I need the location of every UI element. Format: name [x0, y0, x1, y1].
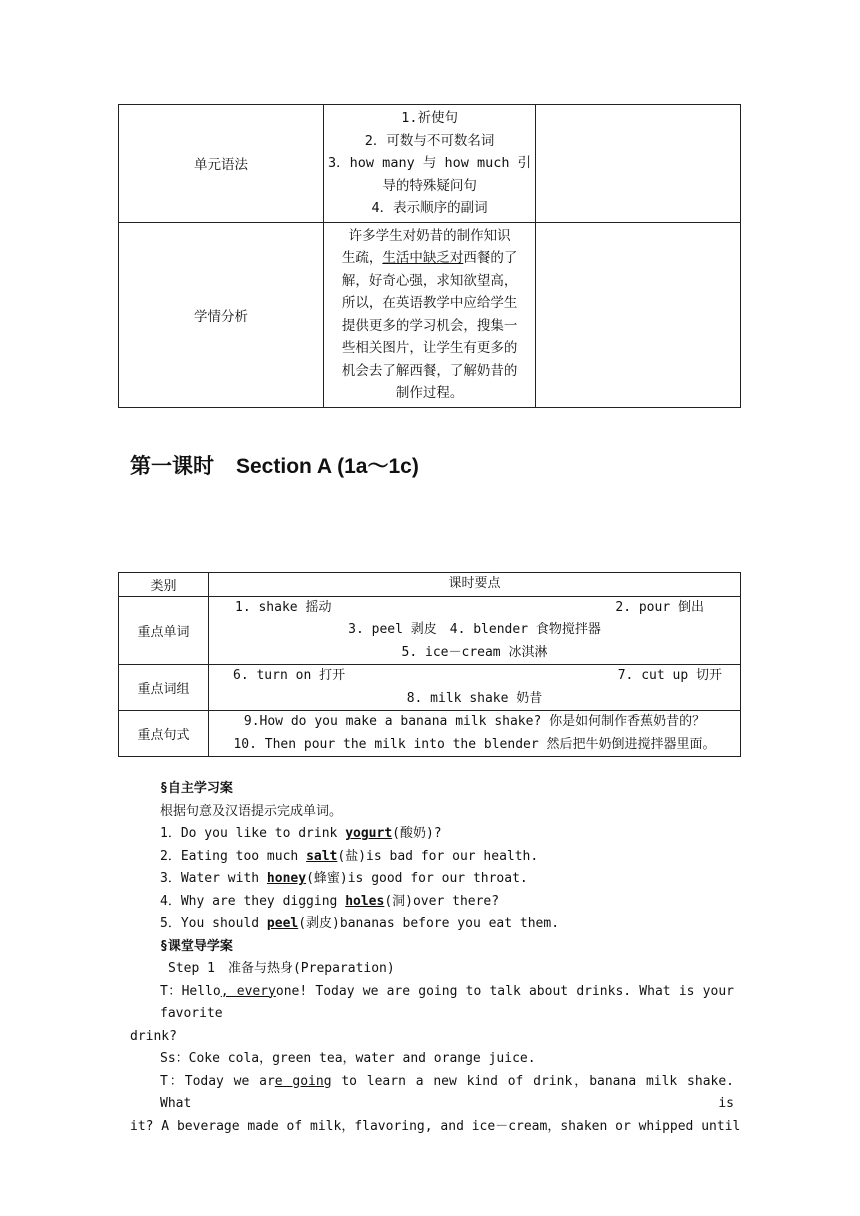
text-span: T：Hello — [160, 983, 221, 999]
section-title: §课堂导学案 — [160, 938, 233, 954]
header-category: 类别 — [119, 573, 209, 597]
section-title: §自主学习案 — [160, 781, 233, 796]
exercise-item — [130, 891, 734, 914]
list-item: 导的特殊疑问句 — [382, 177, 477, 194]
row-label: 重点词组 — [119, 665, 209, 711]
list-item: 3．how many 与 how much 引 — [328, 155, 532, 171]
table-row — [119, 711, 741, 757]
exercise-item — [130, 846, 734, 869]
answer-text: yogurt — [345, 826, 393, 841]
list-item: 2．可数与不可数名词 — [364, 132, 495, 149]
text-line — [213, 597, 736, 620]
row-label: 重点句式 — [119, 711, 209, 757]
row-label: 单元语法 — [119, 105, 324, 223]
text-span: 3．Water with — [160, 871, 267, 886]
list-item: 9.How do you make a banana milk shake? 你是如何制作香蕉奶昔的？ — [243, 714, 706, 729]
underlined-text: 生活中缺乏对 — [382, 250, 464, 266]
exercise-item — [130, 913, 734, 936]
table-row — [119, 222, 741, 407]
row-label: 重点单词 — [119, 596, 209, 665]
table-header-row — [119, 573, 741, 597]
text-line: 解，好奇心强，求知欲望高， — [341, 272, 518, 289]
dialogue-line: drink? — [130, 1028, 177, 1044]
text-span: to learn a new kind of drink，banana milk shake. What is — [160, 1073, 735, 1111]
lesson-number: 第一课时 — [130, 455, 214, 478]
instruction-text: 根据句意及汉语提示完成单词。 — [160, 803, 343, 819]
text-span: T：Today we ar — [160, 1073, 275, 1089]
text-span: (盐)is bad for our health. — [337, 848, 539, 864]
exercise-item — [130, 823, 734, 846]
text-line: 提供更多的学习机会，搜集一 — [341, 317, 518, 334]
text-span: 2．Eating too much — [160, 848, 307, 864]
answer-text: holes — [345, 893, 385, 909]
analysis-cell — [323, 222, 535, 407]
text-line — [328, 247, 531, 270]
table-row — [119, 665, 741, 711]
answer-text: honey — [266, 871, 307, 886]
text-span: (酸奶)? — [392, 826, 442, 841]
text-span: 1．Do you like to drink — [160, 826, 346, 841]
words-cell — [209, 596, 741, 665]
list-item: 7. cut up 切开 — [617, 668, 722, 683]
underlined-text: , every — [220, 983, 276, 999]
text-line: 些相关图片，让学生有更多的 — [341, 340, 518, 356]
exercise-item — [130, 868, 734, 891]
text-span: 4．Why are they digging — [160, 893, 346, 909]
answer-text: peel — [266, 916, 299, 931]
list-item: 6. turn on 打开 — [233, 668, 346, 683]
table-row — [119, 105, 741, 223]
text-line: 所以，在英语教学中应给学生 — [341, 295, 518, 311]
lesson-body — [130, 778, 741, 1138]
text-line: 许多学生对奶昔的制作知识 — [348, 227, 511, 244]
step-title: Step 1 准备与热身(Preparation) — [168, 961, 395, 976]
list-item: 1.祈使句 — [401, 110, 458, 126]
lesson-heading — [130, 450, 441, 480]
list-item: 8. milk shake 奶昔 — [406, 690, 543, 706]
text-span: (蜂蜜)is good for our throat. — [306, 871, 528, 886]
dialogue-line: Ss：Coke cola，green tea，water and orange juice. — [160, 1051, 536, 1066]
row-label: 学情分析 — [119, 222, 324, 407]
text-span: (洞)over there? — [384, 893, 500, 909]
list-item: 10. Then pour the milk into the blender 然后把牛奶倒进搅拌器里面。 — [233, 736, 716, 752]
dialogue-line: it? A beverage made of milk，flavoring, and ice－cream，shaken or whipped until — [130, 1118, 741, 1134]
list-item: 2. pour 倒出 — [615, 599, 704, 615]
list-item: 4．表示顺序的副词 — [371, 200, 488, 216]
empty-cell — [536, 105, 741, 223]
sentences-cell — [209, 711, 741, 757]
header-points: 课时要点 — [209, 573, 741, 597]
list-item: 5. ice－cream 冰淇淋 — [401, 644, 548, 660]
text-line: 机会去了解西餐，了解奶昔的 — [341, 362, 518, 379]
underlined-text: e going — [274, 1073, 332, 1089]
phrases-cell — [209, 665, 741, 711]
text-line — [213, 665, 736, 688]
dialogue-line — [130, 981, 734, 1026]
text-span: 5．You should — [160, 916, 267, 931]
text-span: 西餐的了 — [463, 250, 518, 266]
text-span: one! Today we are going to talk about drinks. What is your favorite — [160, 983, 734, 1021]
text-span: (剥皮)bananas before you eat them. — [298, 916, 560, 931]
grammar-analysis-table — [118, 104, 741, 408]
list-item: 1. shake 摇动 — [235, 599, 332, 615]
list-item: 3. peel 剥皮 4. blender 食物搅拌器 — [348, 622, 601, 637]
table-row — [119, 596, 741, 665]
grammar-cell — [323, 105, 535, 223]
text-line: 制作过程。 — [395, 385, 464, 401]
empty-cell — [536, 222, 741, 407]
key-points-table — [118, 572, 741, 757]
text-span: 生疏， — [341, 250, 383, 266]
dialogue-line — [130, 1071, 734, 1116]
answer-text: salt — [306, 848, 338, 864]
section-title: Section A (1a～1c) — [236, 455, 419, 478]
